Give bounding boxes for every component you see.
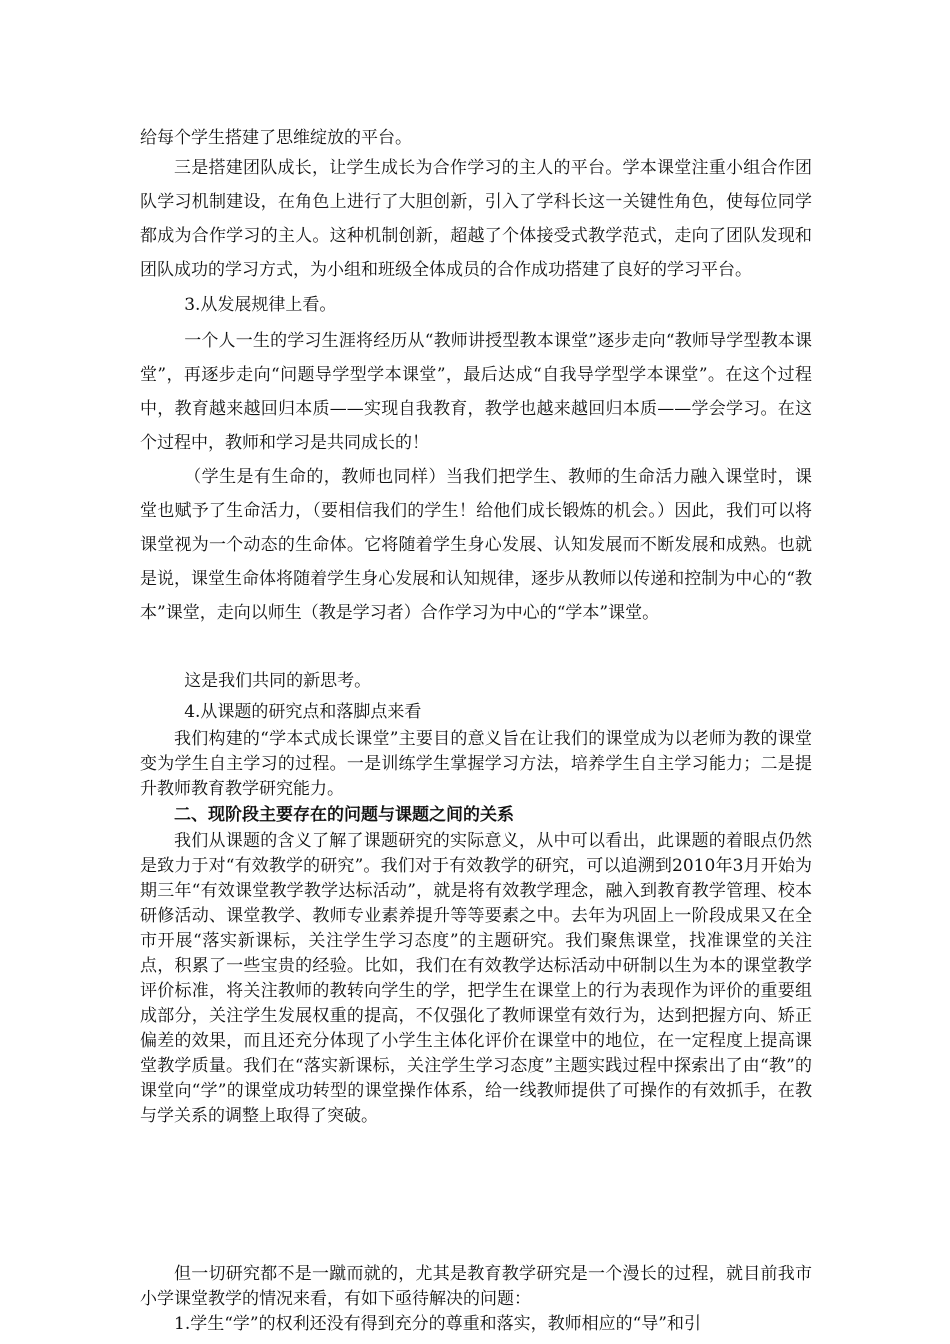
paragraph-platform-end: 给每个学生搭建了思维绽放的平台。 bbox=[140, 128, 412, 148]
paragraph-team-growth: 三是搭建团队成长，让学生成长为合作学习的主人的平台。学本课堂注重小组合作团队学习机制建设，在角色上进行了大胆创新，引入了学科长这一关键性角色，使每位同学都成为合作学习的主人。这种机制创新，超越了个体接受式教学范式，走向了团队发现和团队成功的学习方式，为小组和班级全体成员的合作成功搭建了良好的学习平台。 bbox=[140, 158, 812, 280]
heading-problems-relation: 二、现阶段主要存在的问题与课题之间的关系 bbox=[174, 805, 514, 825]
heading-development-law: 3.从发展规律上看。 bbox=[184, 295, 337, 315]
paragraph-new-thinking: 这是我们共同的新思考。 bbox=[184, 671, 372, 691]
paragraph-classroom-life: （学生是有生命的，教师也同样）当我们把学生、教师的生命活力融入课堂时，课堂也赋予了生命活力，（要相信我们的学生！给他们成长锻炼的机会。）因此，我们可以将课堂视为一个动态的生命体。它将随着学生身心发展、认知发展而不断发展和成熟。也就是说，课堂生命体将随着学生身心发展和认知规律，逐步从教师以传递和控制为中心的“教本”课堂，走向以师生（教是学习者）合作学习为中心的“学本”课堂。 bbox=[140, 467, 812, 623]
paragraph-purpose: 我们构建的“学本式成长课堂”主要目的意义旨在让我们的课堂成为以老师为教的课堂变为学生自主学习的过程。一是训练学生掌握学习方法，培养学生自主学习能力；二是提升教师教育教学研究能力。 bbox=[140, 729, 812, 799]
paragraph-effective-teaching: 我们从课题的含义了解了课题研究的实际意义，从中可以看出，此课题的着眼点仍然是致力于对“有效教学的研究”。我们对于有效教学的研究，可以追溯到2010年3月开始为期三年“有效课堂教学教学达标活动”，就是将有效教学理念，融入到教育教学管理、校本研修活动、课堂教学、教师专业素养提升等等要素之中。去年为巩固上一阶段成果又在全市开展“落实新课标，关注学生学习态度”的主题研究。我们聚焦课堂，找准课堂的关注点，积累了一些宝贵的经验。比如，我们在有效教学达标活动中研制以生为本的课堂教学评价标准，将关注教师的教转向学生的学，把学生在课堂上的行为表现作为评价的重要组成部分，关注学生发展权重的提高，不仅强化了教师课堂有效行为，达到把握方向、矫正偏差的效果，而且还充分体现了小学生主体化评价在课堂中的地位，在一定程度上提高课堂教学质量。我们在“落实新课标，关注学生学习态度”主题实践过程中探索出了由“教”的课堂向“学”的课堂成功转型的课堂操作体系，给一线教师提供了可操作的有效抓手，在教与学关系的调整上取得了突破。 bbox=[140, 831, 812, 1126]
paragraph-problem-one: 1.学生“学”的权利还没有得到充分的尊重和落实，教师相应的“导”和引 bbox=[174, 1314, 701, 1334]
paragraph-learning-career: 一个人一生的学习生涯将经历从“教师讲授型教本课堂”逐步走向“教师导学型教本课堂”，再逐步走向“问题导学型学本课堂”，最后达成“自我导学型学本课堂”。在这个过程中，教育越来越回归本质——实现自我教育，教学也越来越回归本质——学会学习。在这个过程中，教师和学习是共同成长的！ bbox=[140, 331, 812, 453]
paragraph-long-process: 但一切研究都不是一蹴而就的，尤其是教育教学研究是一个漫长的过程，就目前我市小学课堂教学的情况来看，有如下亟待解决的问题： bbox=[140, 1264, 812, 1309]
heading-research-point: 4.从课题的研究点和落脚点来看 bbox=[184, 702, 422, 722]
